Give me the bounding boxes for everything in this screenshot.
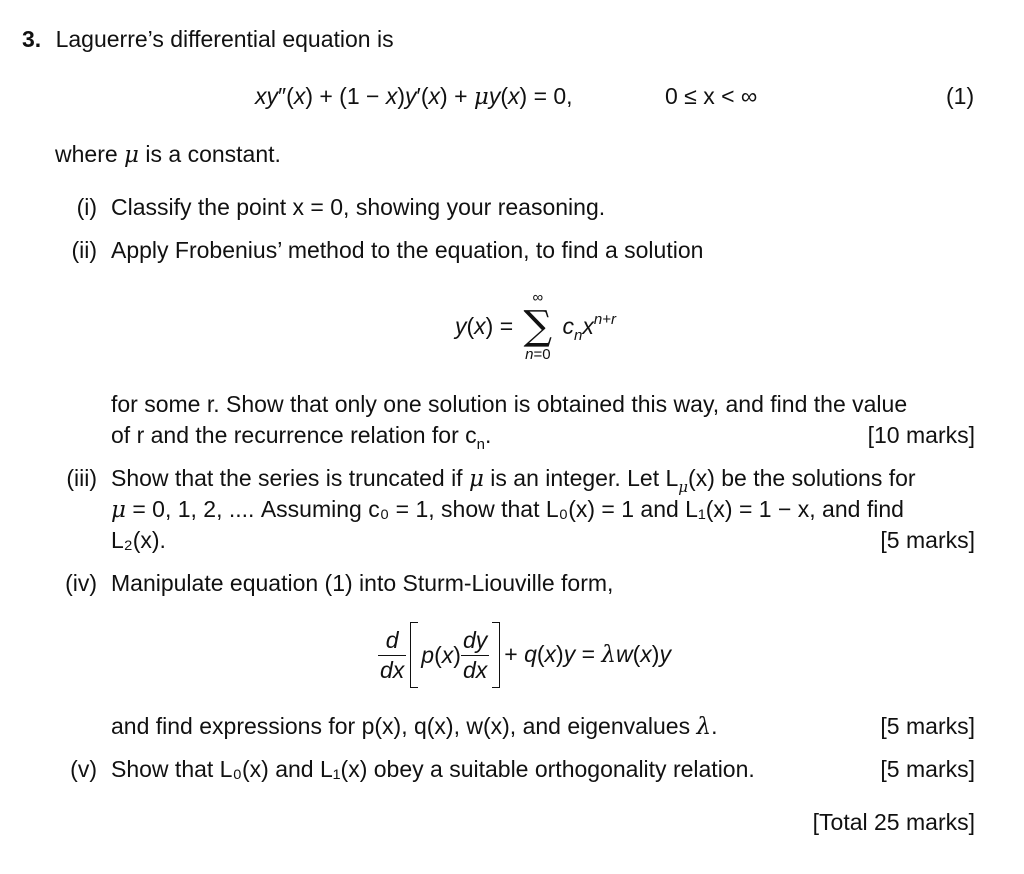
part-iii-marks: [5 marks]: [880, 527, 975, 553]
right-bracket: [492, 622, 500, 688]
left-bracket: [410, 622, 418, 688]
part-iv-after-line: and find expressions for p(x), q(x), w(x), and eigenvalues λ.: [111, 713, 718, 740]
part-i-text: Classify the point x = 0, showing your reasoning.: [111, 194, 606, 220]
part-iv-label: (iv): [65, 570, 97, 596]
part-ii-marks: [10 marks]: [867, 422, 975, 448]
sum-operator: ∞ ∑ n=0: [523, 289, 553, 363]
frobenius-series: y(x) = ∞ ∑ n=0 $c_nx^{n+r}$: [455, 289, 616, 363]
d-dx-fraction: $\frac{d}{dx}$: [380, 626, 405, 683]
total-marks: [Total 25 marks]: [812, 809, 975, 835]
part-iii-line2: μ = 0, 1, 2, .... Assuming c₀ = 1, show that L₀(x) = 1 and L₁(x) = 1 − x, and find: [111, 496, 904, 523]
part-iii-line3: L₂(x).: [111, 527, 166, 553]
part-ii-text: Apply Frobenius’ method to the equation, to find a solution: [111, 237, 704, 263]
where-text: where μ is a constant.: [55, 141, 281, 168]
question-number: 3.: [22, 26, 42, 52]
part-v-label: (v): [70, 756, 97, 782]
laguerre-equation: xy″(x) + (1 − x)y′(x) + μy(x) = 0,: [255, 83, 573, 110]
part-v-text: Show that L₀(x) and L₁(x) obey a suitable orthogonality relation.: [111, 756, 755, 782]
question-header: [22, 28, 394, 51]
part-iv-marks: [5 marks]: [880, 713, 975, 739]
equation-domain: 0 ≤ x < ∞: [665, 83, 758, 109]
part-ii-label: (ii): [71, 237, 97, 263]
part-v-marks: [5 marks]: [880, 756, 975, 782]
part-iv-text: Manipulate equation (1) into Sturm-Liouville form,: [111, 570, 614, 596]
sturm-liouville-equation: $\frac{d}{dx}$ p(x) $\frac{dy}{dx}$ + q(x)y = λw(x)y: [378, 622, 671, 688]
dy-dx-fraction: $\frac{dy}{dx}$: [462, 626, 488, 683]
part-i-label: (i): [76, 194, 97, 220]
question-intro: Laguerre’s differential equation is: [55, 26, 394, 52]
part-iii-line1: Show that the series is truncated if μ is an integer. Let $L_\mu(x)$ be the solutions for: [111, 465, 916, 496]
part-ii-after-line2: of r and the recurrence relation for $c_n$.: [111, 422, 492, 453]
equation-number: (1): [946, 83, 975, 109]
part-iii-label: (iii): [66, 465, 97, 491]
part-ii-after-line1: for some r. Show that only one solution is obtained this way, and find the value: [111, 391, 908, 417]
